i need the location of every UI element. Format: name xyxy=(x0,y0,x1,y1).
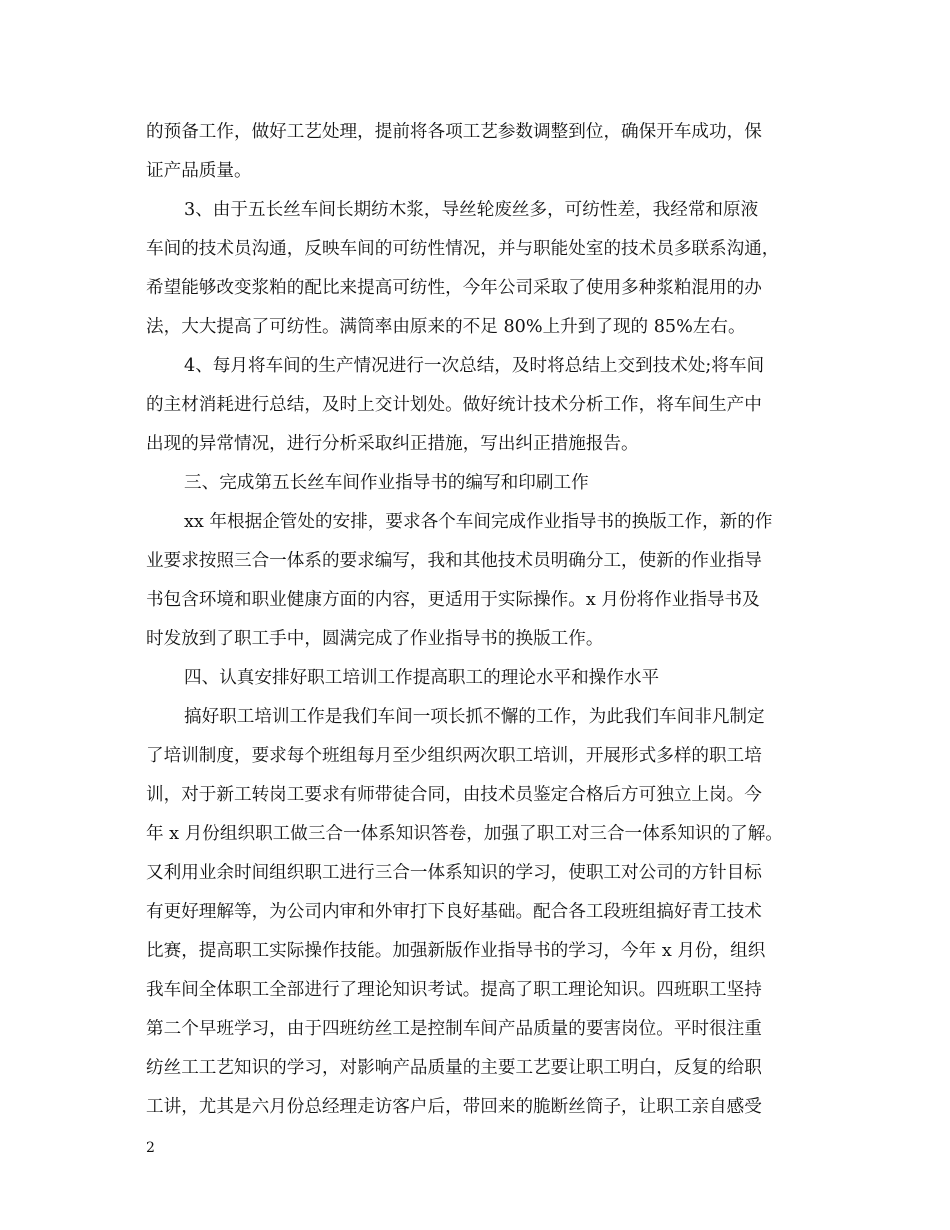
text-line: 时发放到了职工手中，圆满完成了作业指导书的换版工作。 xyxy=(146,629,604,649)
text-line: 三、完成第五长丝车间作业指导书的编写和印刷工作 xyxy=(184,473,589,493)
text-line: xx 年根据企管处的安排，要求各个车间完成作业指导书的换版工作，新的作 xyxy=(184,512,773,532)
text-line: 的预备工作，做好工艺处理，提前将各项工艺参数调整到位，确保开车成功，保 xyxy=(146,122,762,142)
text-line: 的主材消耗进行总结，及时上交计划处。做好统计技术分析工作，将车间生产中 xyxy=(146,395,762,415)
document-body xyxy=(146,113,806,1127)
text-line: 年 x 月份组织职工做三合一体系知识答卷，加强了职工对三合一体系知识的了解。 xyxy=(146,824,783,844)
text-line: 四、认真安排好职工培训工作提高职工的理论水平和操作水平 xyxy=(184,668,660,688)
text-line: 比赛，提高职工实际操作技能。加强新版作业指导书的学习，今年 x 月份，组织 xyxy=(146,941,766,961)
text-line: 出现的异常情况，进行分析采取纠正措施，写出纠正措施报告。 xyxy=(146,434,639,454)
page-number: 2 xyxy=(146,1140,155,1156)
text-line: 希望能够改变浆粕的配比来提高可纺性，今年公司采取了使用多种浆粕混用的办 xyxy=(146,278,762,298)
text-line: 3、由于五长丝车间长期纺木浆，导丝轮废丝多，可纺性差，我经常和原液 xyxy=(184,200,759,220)
text-line: 纺丝工工艺知识的学习，对影响产品质量的主要工艺要让职工明白，反复的给职 xyxy=(146,1058,762,1078)
text-line: 书包含环境和职业健康方面的内容，更适用于实际操作。x 月份将作业指导书及 xyxy=(146,590,760,610)
text-line: 第二个早班学习，由于四班纺丝工是控制车间产品质量的要害岗位。平时很注重 xyxy=(146,1019,762,1039)
text-line: 业要求按照三合一体系的要求编写，我和其他技术员明确分工，使新的作业指导 xyxy=(146,551,762,571)
text-line: 搞好职工培训工作是我们车间一项长抓不懈的工作，为此我们车间非凡制定 xyxy=(184,707,765,727)
text-line: 工讲，尤其是六月份总经理走访客户后，带回来的脆断丝筒子，让职工亲自感受 xyxy=(146,1097,762,1117)
text-line: 训，对于新工转岗工要求有师带徒合同，由技术员鉴定合格后方可独立上岗。今 xyxy=(146,785,762,805)
text-line: 车间的技术员沟通，反映车间的可纺性情况，并与职能处室的技术员多联系沟通， xyxy=(146,239,780,259)
text-line: 证产品质量。 xyxy=(146,161,252,181)
text-line: 我车间全体职工全部进行了理论知识考试。提高了职工理论知识。四班职工坚持 xyxy=(146,980,762,1000)
text-line: 又利用业余时间组织职工进行三合一体系知识的学习，使职工对公司的方针目标 xyxy=(146,863,762,883)
text-line: 了培训制度，要求每个班组每月至少组织两次职工培训，开展形式多样的职工培 xyxy=(146,746,762,766)
text-line: 4、每月将车间的生产情况进行一次总结，及时将总结上交到技术处;将车间 xyxy=(184,356,765,376)
text-line: 法，大大提高了可纺性。满筒率由原来的不足 80%上升到了现的 85%左右。 xyxy=(146,317,746,337)
text-line: 有更好理解等，为公司内审和外审打下良好基础。配合各工段班组搞好青工技术 xyxy=(146,902,762,922)
